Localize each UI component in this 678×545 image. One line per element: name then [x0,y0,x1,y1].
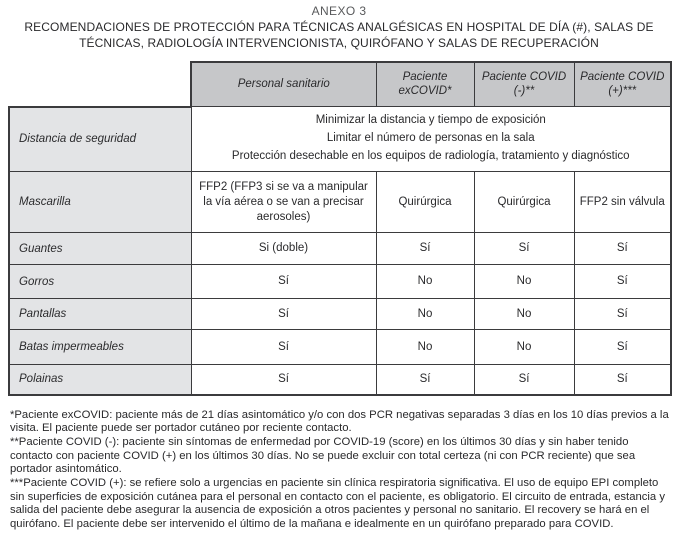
col-header-paciente-excovid: Paciente exCOVID* [376,62,474,107]
row-label-polainas: Polainas [9,365,191,395]
table-header-row [9,62,671,107]
ppe-recommendations-table [8,61,672,396]
cell-polainas-covid-neg: Sí [474,365,574,395]
cell-guantes-covid-pos: Sí [574,233,671,265]
cell-polainas-covid-pos: Sí [574,365,671,395]
title-block [0,0,678,52]
footnote-covid-negative: **Paciente COVID (-): paciente sin síntomas de enfermedad por COVID-19 (score) en los últimos 30 días y sin haber tenido contacto con paciente COVID (+) en los últimos 30 días. No se puede excluir con total certeza (ni con PCR reciente) que sea portador asintomático. [10,435,636,476]
row-label-gorros: Gorros [9,265,191,299]
cell-pantallas-personal: Sí [191,299,376,330]
col-header-paciente-covid-pos: Paciente COVID (+)*** [574,62,671,107]
cell-distancia-merged [191,107,671,172]
cell-guantes-personal: Si (doble) [191,233,376,265]
footnote-excovid: *Paciente exCOVID: paciente más de 21 días asintomático y/o con dos PCR negativas separadas 3 días en los 10 días previos a la visita. El paciente puede ser portador cutáneo por reciente contacto. [10,408,669,435]
distancia-line-1: Minimizar la distancia y tiempo de exposición [315,114,546,127]
table-row-batas-impermeables [9,330,671,365]
cell-mascarilla-excovid: Quirúrgica [376,172,474,233]
cell-gorros-covid-neg: No [474,265,574,299]
row-label-guantes: Guantes [9,233,191,265]
table-row-mascarilla [9,172,671,233]
row-label-batas: Batas impermeables [9,330,191,365]
cell-pantallas-covid-neg: No [474,299,574,330]
footnotes-block [10,409,670,532]
cell-mascarilla-personal: FFP2 (FFP3 si se va a manipular la vía aérea o se van a precisar aerosoles) [191,172,376,233]
cell-batas-covid-neg: No [474,330,574,365]
col-header-personal-sanitario: Personal sanitario [191,62,376,107]
footnote-covid-positive: ***Paciente COVID (+): se refiere solo a urgencias en paciente sin clínica respiratoria significativa. El uso de equipo EPI completo sin superficies de exposición cutánea para el personal en contacto con el paciente, es obligatorio. El circuito de entrada, estancia y salida del paciente debe asegurar la ausencia de exposición a otros pacientes y personal no sanitario. El recovery se hará en el quirófano. El paciente debe ser intervenido el último de la mañana e idealmente en un quirófano preparado para COVID. [10,476,665,530]
cell-gorros-excovid: No [376,265,474,299]
row-label-mascarilla: Mascarilla [9,172,191,233]
cell-mascarilla-covid-neg: Quirúrgica [474,172,574,233]
cell-guantes-excovid: Sí [376,233,474,265]
table-row-distancia [9,107,671,172]
col-header-paciente-covid-neg: Paciente COVID (-)** [474,62,574,107]
page-title-line-2: TÉCNICAS, RADIOLOGÍA INTERVENCIONISTA, QUIRÓFANO Y SALAS DE RECUPERACIÓN [79,36,599,51]
cell-batas-personal: Sí [191,330,376,365]
table-row-polainas [9,365,671,395]
cell-polainas-excovid: Sí [376,365,474,395]
distancia-line-2: Limitar el número de personas en la sala [326,132,535,145]
cell-guantes-covid-neg: Sí [474,233,574,265]
row-label-pantallas: Pantallas [9,299,191,330]
page-title-line-1: RECOMENDACIONES DE PROTECCIÓN PARA TÉCNICAS ANALGÉSICAS EN HOSPITAL DE DÍA (#), SALAS DE [24,20,654,35]
row-label-distancia: Distancia de seguridad [9,107,191,172]
corner-empty-cell [9,62,191,107]
cell-gorros-covid-pos: Sí [574,265,671,299]
annex-label: ANEXO 3 [311,4,367,18]
table-row-pantallas [9,299,671,330]
cell-batas-covid-pos: Sí [574,330,671,365]
cell-pantallas-covid-pos: Sí [574,299,671,330]
cell-polainas-personal: Sí [191,365,376,395]
table-row-guantes [9,233,671,265]
cell-batas-excovid: No [376,330,474,365]
cell-pantallas-excovid: No [376,299,474,330]
cell-gorros-personal: Sí [191,265,376,299]
cell-mascarilla-covid-pos: FFP2 sin válvula [574,172,671,233]
table-row-gorros [9,265,671,299]
distancia-line-3: Protección desechable en los equipos de radiología, tratamiento y diagnóstico [231,149,630,162]
